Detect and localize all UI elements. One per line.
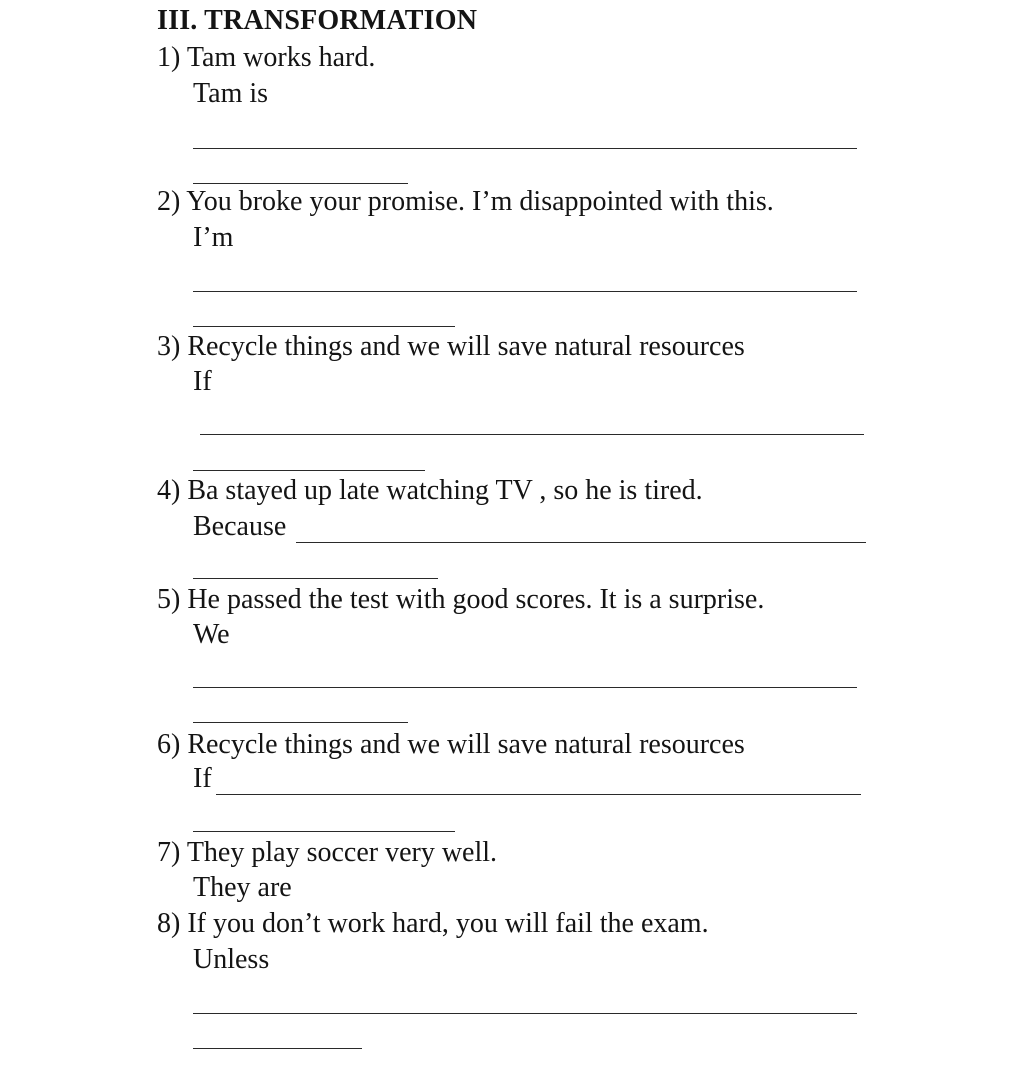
question-8 bbox=[157, 908, 709, 940]
question-1 bbox=[157, 42, 375, 74]
answer-line-2a[interactable] bbox=[193, 291, 857, 292]
question-sentence: If you don’t work hard, you will fail the exam. bbox=[187, 908, 709, 939]
answer-line-2b[interactable] bbox=[193, 326, 455, 327]
answer-stem-1: Tam is bbox=[193, 78, 269, 109]
section-title: III. TRANSFORMATION bbox=[157, 5, 478, 36]
answer-line-3b[interactable] bbox=[193, 470, 425, 471]
answer-line-1a[interactable] bbox=[193, 148, 857, 149]
question-number: 8) bbox=[157, 908, 181, 939]
question-5 bbox=[157, 584, 764, 616]
question-number: 5) bbox=[157, 584, 181, 615]
question-number: 1) bbox=[157, 42, 181, 73]
question-sentence: You broke your promise. I’m disappointed with this. bbox=[186, 186, 774, 217]
question-3 bbox=[157, 331, 745, 363]
answer-line-1b[interactable] bbox=[193, 183, 408, 184]
answer-stem-8: Unless bbox=[193, 944, 270, 975]
question-7 bbox=[157, 837, 497, 869]
question-sentence: Ba stayed up late watching TV , so he is tired. bbox=[187, 475, 703, 506]
answer-stem-7: They are bbox=[193, 872, 292, 903]
answer-line-3a[interactable] bbox=[200, 434, 864, 435]
question-number: 3) bbox=[157, 331, 181, 362]
answer-line-5a[interactable] bbox=[193, 687, 857, 688]
answer-stem-6: If bbox=[193, 763, 212, 794]
answer-line-5b[interactable] bbox=[193, 722, 408, 723]
answer-stem-2: I’m bbox=[193, 222, 234, 253]
question-2 bbox=[157, 186, 774, 218]
question-number: 7) bbox=[157, 837, 181, 868]
question-sentence: Recycle things and we will save natural resources bbox=[187, 729, 745, 760]
answer-line-6b[interactable] bbox=[193, 831, 455, 832]
answer-stem-5: We bbox=[193, 619, 230, 650]
answer-stem-4: Because bbox=[193, 511, 287, 542]
question-sentence: They play soccer very well. bbox=[186, 837, 498, 868]
question-sentence: He passed the test with good scores. It is a surprise. bbox=[187, 584, 765, 615]
question-number: 4) bbox=[157, 475, 181, 506]
answer-line-4b[interactable] bbox=[193, 578, 438, 579]
answer-line-8b[interactable] bbox=[193, 1048, 362, 1049]
answer-line-6a[interactable] bbox=[216, 794, 861, 795]
question-number: 6) bbox=[157, 729, 181, 760]
answer-line-4a[interactable] bbox=[296, 542, 866, 543]
question-number: 2) bbox=[157, 186, 181, 217]
question-sentence: Recycle things and we will save natural resources bbox=[187, 331, 745, 362]
question-4 bbox=[157, 475, 703, 507]
answer-stem-3: If bbox=[193, 366, 212, 397]
question-6 bbox=[157, 729, 745, 761]
answer-line-8a[interactable] bbox=[193, 1013, 857, 1014]
question-sentence: Tam works hard. bbox=[186, 42, 376, 73]
